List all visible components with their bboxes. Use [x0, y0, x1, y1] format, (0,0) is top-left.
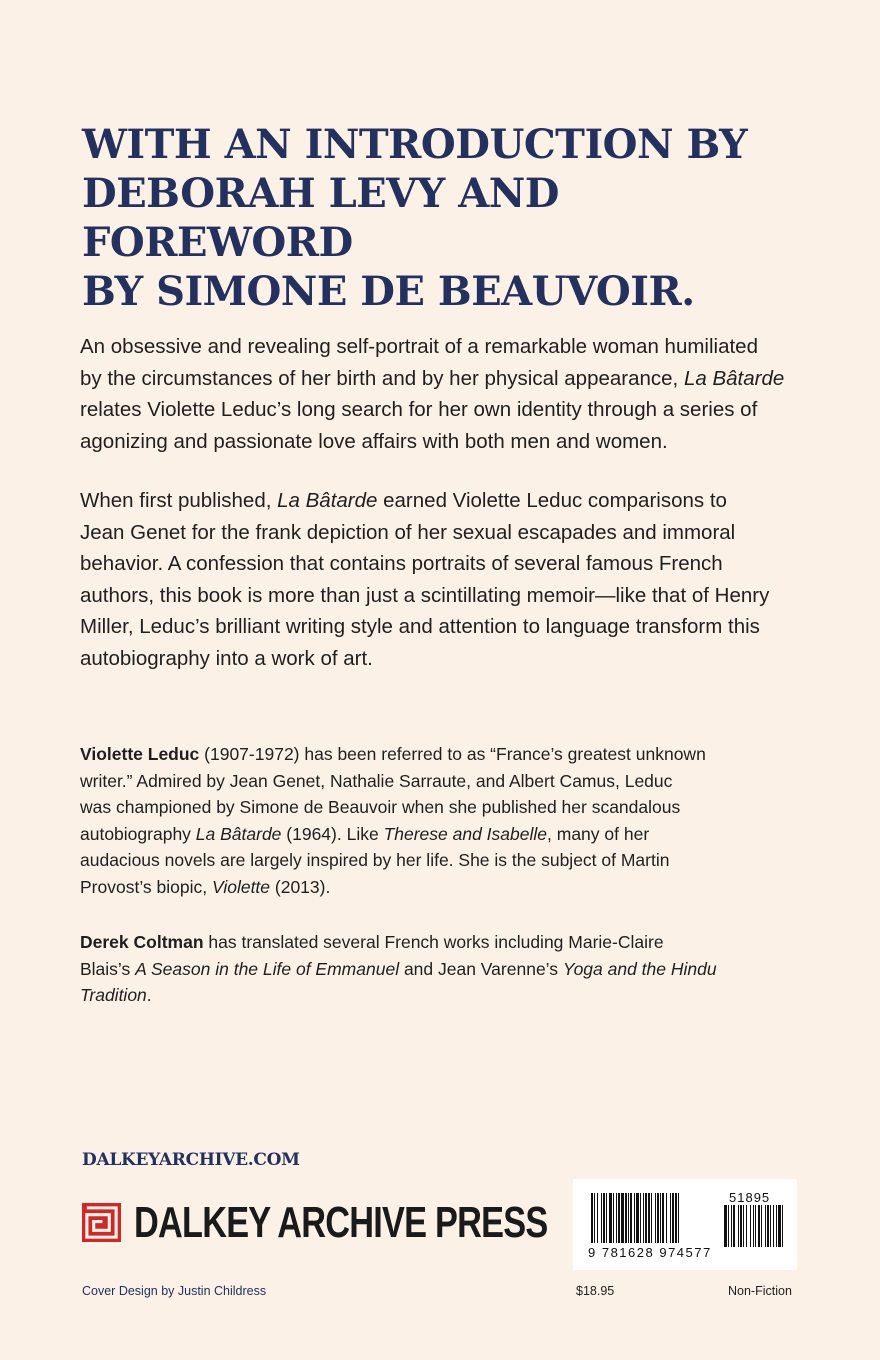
- author-bio: [80, 741, 800, 900]
- book-title: La Bâtarde: [683, 366, 785, 390]
- text-line: agonizing and passionate love affairs with both men and women.: [80, 429, 668, 453]
- text-segment: Blais’s: [80, 958, 136, 979]
- blurb-paragraph-1: [80, 331, 800, 457]
- barcode-bar: [657, 1193, 659, 1243]
- text-segment: autobiography: [80, 823, 196, 844]
- text-segment: and Jean Varenne’s: [399, 958, 563, 979]
- barcode-bar: [636, 1193, 639, 1243]
- book-title: Yoga and the Hindu: [562, 958, 717, 979]
- barcode-bar: [621, 1193, 624, 1243]
- text-line: audacious novels are largely inspired by her life. She is the subject of Martin: [80, 850, 670, 870]
- text-line: behavior. A confession that contains portraits of several famous French: [80, 552, 723, 575]
- text-segment: , many of her: [547, 823, 650, 844]
- barcode-addon-bar: [724, 1205, 727, 1247]
- text-line: An obsessive and revealing self-portrait of a remarkable woman humiliated: [80, 335, 758, 358]
- text-line: autobiography into a work of art.: [80, 646, 373, 670]
- text-segment: (1907-1972) has been referred to as “France’s greatest unknown: [199, 744, 706, 764]
- barcode-bar: [613, 1193, 614, 1243]
- barcode-bar: [597, 1193, 598, 1243]
- barcode-addon-bar: [758, 1205, 760, 1247]
- text-line: [80, 982, 800, 1009]
- barcode-bar: [630, 1193, 632, 1243]
- barcode-addon-bar: [743, 1205, 744, 1247]
- barcode-bar: [660, 1193, 661, 1243]
- barcode-bar: [655, 1193, 656, 1243]
- text-segment: Provost’s biopic,: [80, 876, 212, 897]
- barcode-addon-bar: [776, 1205, 777, 1247]
- text-segment: .: [146, 985, 152, 1005]
- barcode-bar: [651, 1193, 652, 1243]
- barcode-addon-bar: [728, 1205, 729, 1247]
- barcode-bar: [670, 1193, 671, 1243]
- barcode-addon-digits: 51895: [729, 1190, 771, 1205]
- barcode-addon-bar: [770, 1205, 771, 1247]
- text-line: [80, 485, 800, 517]
- book-title: Therese and Isabelle: [383, 823, 548, 844]
- barcode-bar: [634, 1193, 635, 1243]
- barcode-bar: [625, 1193, 627, 1243]
- blurb-paragraph-2: [80, 485, 800, 674]
- barcode-bar: [662, 1193, 664, 1243]
- barcode-bar: [616, 1193, 617, 1243]
- barcode-bar: [640, 1193, 641, 1243]
- barcode-bar: [643, 1193, 644, 1243]
- cover-design-credit: Cover Design by Justin Childress: [82, 1284, 267, 1298]
- barcode-bar: [618, 1193, 620, 1243]
- text-line: [80, 874, 800, 901]
- barcode-addon-bar: [738, 1205, 739, 1247]
- text-line: [80, 821, 800, 848]
- text-segment: (2013).: [270, 876, 331, 897]
- dalkey-logo-icon: [82, 1203, 121, 1242]
- text-segment: When first published,: [80, 489, 278, 512]
- barcode-addon-bar: [753, 1205, 754, 1247]
- publisher-name: DALKEY ARCHIVE PRESS: [134, 1198, 548, 1247]
- barcode-bar: [678, 1193, 679, 1243]
- price-label: $18.95: [576, 1284, 615, 1298]
- text-line: was championed by Simone de Beauvoir when she published her scandalous: [80, 797, 681, 817]
- barcode-bar: [675, 1193, 677, 1243]
- text-line: [80, 956, 800, 983]
- barcode-bar: [594, 1193, 595, 1243]
- barcode-addon-bar: [782, 1205, 783, 1247]
- text-line: [80, 363, 800, 395]
- headline-line: WITH AN INTRODUCTION BY: [82, 121, 748, 168]
- barcode-addon-bar: [778, 1205, 781, 1247]
- text-line: Jean Genet for the frank depiction of her sexual escapades and immoral: [80, 520, 736, 544]
- barcode-bar: [601, 1193, 602, 1243]
- text-line: Miller, Leduc’s brilliant writing style and attention to language transform this: [80, 615, 760, 638]
- barcode-addon-bar: [761, 1205, 762, 1247]
- website-link[interactable]: DALKEYARCHIVE.COM: [82, 1150, 300, 1170]
- author-name: Violette Leduc: [80, 744, 200, 764]
- barcode-addon-bar: [750, 1205, 751, 1247]
- text-segment: earned Violette Leduc comparisons to: [377, 489, 727, 512]
- barcode-bar: [603, 1193, 605, 1243]
- barcode-bar: [672, 1193, 674, 1243]
- barcode-bar: [666, 1193, 667, 1243]
- barcode-addon-bar: [755, 1205, 756, 1247]
- book-title: La Bâtarde: [195, 823, 282, 844]
- text-segment: has translated several French works including Marie-Claire: [203, 932, 664, 952]
- barcode-bar: [591, 1193, 593, 1243]
- text-line: relates Violette Leduc’s long search for her own identity through a series of: [80, 398, 758, 421]
- headline-line: BY SIMONE DE BEAUVOIR.: [82, 268, 695, 315]
- translator-bio: [80, 929, 800, 1009]
- barcode-bar: [609, 1193, 612, 1243]
- barcode-isbn-digits: 9 781628 974577: [588, 1245, 712, 1260]
- text-line: writer.” Admired by Jean Genet, Nathalie Sarraute, and Albert Camus, Leduc: [80, 770, 673, 791]
- text-segment: by the circumstances of her birth and by her physical appearance,: [80, 366, 684, 390]
- barcode-addon-bar: [731, 1205, 732, 1247]
- barcode-bar: [648, 1193, 650, 1243]
- book-title: La Bâtarde: [277, 489, 378, 512]
- barcode-addon-bar: [767, 1205, 769, 1247]
- book-title: Tradition: [80, 985, 147, 1005]
- film-title: Violette: [211, 876, 271, 897]
- translator-name: Derek Coltman: [80, 932, 204, 952]
- barcode-addon-bar: [773, 1205, 774, 1247]
- category-label: Non-Fiction: [728, 1284, 792, 1298]
- barcode-bar: [628, 1193, 629, 1243]
- barcode-addon-bar: [733, 1205, 735, 1247]
- headline-line: DEBORAH LEVY AND FOREWORD: [82, 170, 559, 266]
- barcode-addon-bar: [765, 1205, 766, 1247]
- book-title: A Season in the Life of Emmanuel: [135, 958, 400, 979]
- headline: [82, 120, 782, 316]
- barcode-bar: [606, 1193, 607, 1243]
- text-line: [80, 929, 800, 956]
- barcode-bar: [645, 1193, 647, 1243]
- barcode-addon-bar: [740, 1205, 742, 1247]
- text-line: authors, this book is more than just a scintillating memoir—like that of Henry: [80, 583, 770, 607]
- barcode-addon-bar: [746, 1205, 747, 1247]
- text-line: [80, 741, 800, 768]
- text-segment: (1964). Like: [281, 823, 384, 844]
